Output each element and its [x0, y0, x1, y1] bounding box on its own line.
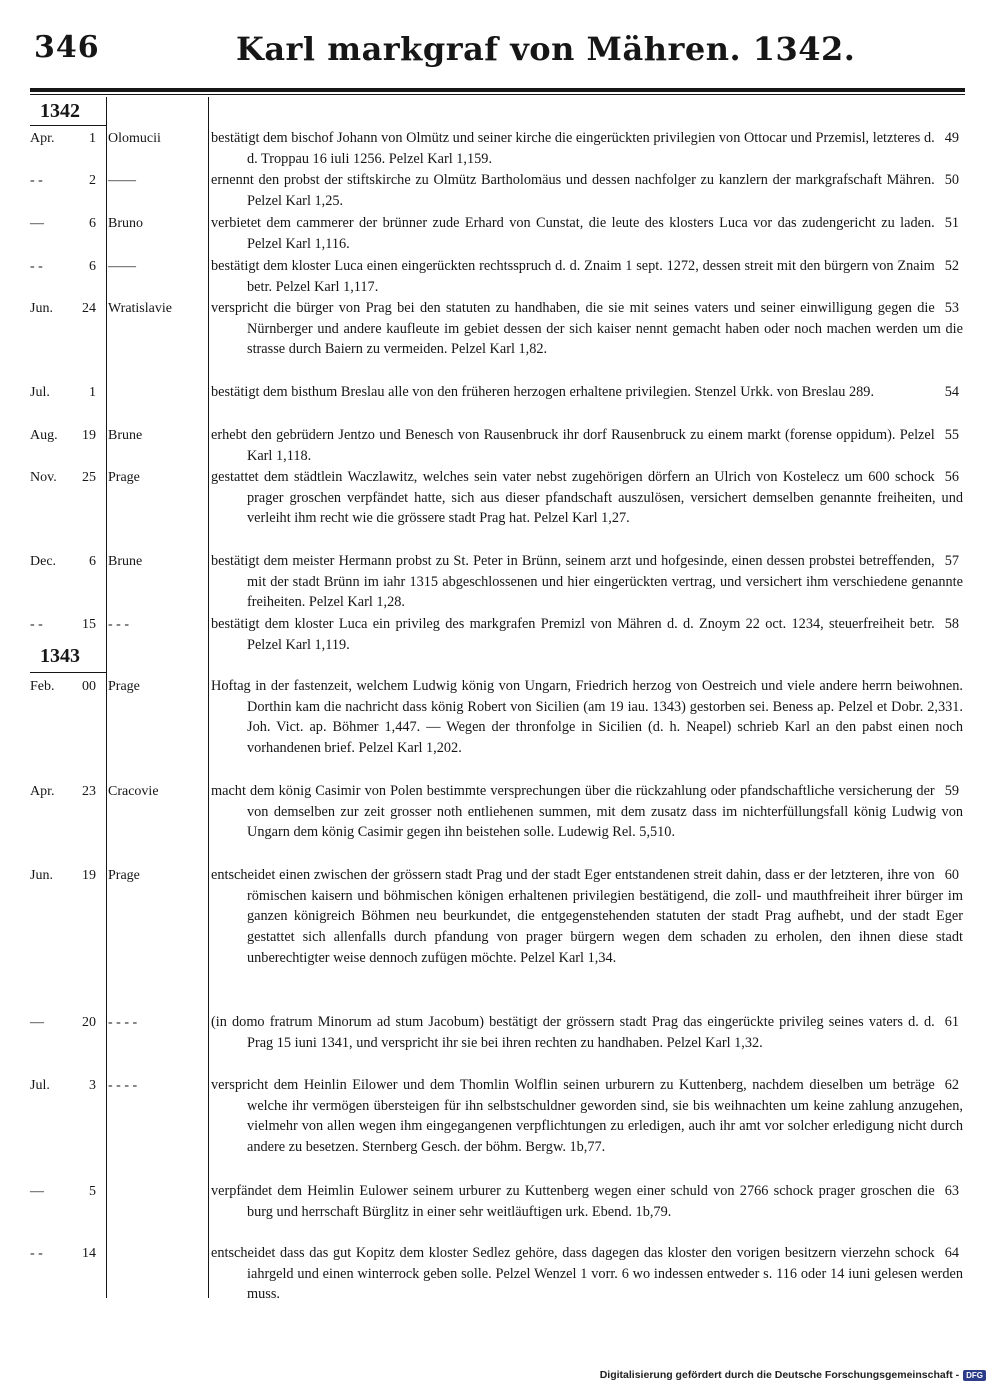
entry-date: Jul. 1 — [30, 385, 96, 400]
entry-place: Bruno — [108, 216, 143, 231]
entry-text: 58 bestätigt dem kloster Luca ein privileg des markgrafen Premizl von Mähren d. d. Znoym 22 oct. 1234, steuerfreiheit betr. Pelzel Karl 1,119. — [211, 616, 959, 653]
entry-text: 54 bestätigt dem bisthum Breslau alle von den früheren herzogen erhaltene privilegien. Stenzel Urkk. von Breslau 289. — [211, 382, 963, 403]
regest-number: 52 — [944, 258, 959, 274]
entry-text: 53 verspricht die bürger von Prag bei den statuten zu handhaben, die sie mit seines vaters und seiner einwilligung gegen die Nürnberger und andere kaufleute im gebiet dessen der sich kaiser nennt gemacht haben oder noch machen werden um die strasse durch Baiern zu vermeiden. Pelzel Karl 1,82. — [211, 300, 963, 358]
entry-place: - - - — [108, 617, 129, 632]
entry-date: Aug. 19 — [30, 428, 96, 443]
regest-number: 63 — [944, 1183, 959, 1199]
entry-date: - - 6 — [30, 259, 96, 274]
entry-text: 50 ernennt den probst der stiftskirche zu Olmütz Bartholomäus und dessen nachfolger zu kanzlern der markgrafschaft Mähren. Pelzel Karl 1,25. — [211, 172, 959, 209]
entry-text: 56 gestattet dem städtlein Waczlawitz, welches sein vater nebst zugehörigen dörfern an Ulrich von Kostelecz um 600 schock prager groschen verpfändet hatte, sich aus dieser pfandschaft auszulösen, versichert demselben genannte freiheiten, und verleiht ihm recht wie die grössere stadt Prag hat. Pelzel Karl 1,27. — [211, 469, 963, 527]
entry-text: 61 (in domo fratrum Minorum ad stum Jacobum) bestätigt der grössern stadt Prag das eingerückte privileg seines vaters d. d. Prag 15 iuni 1341, und verspricht ihr sie bei ihren rechten zu handhaben. Pelzel Karl 1,32. — [211, 1014, 959, 1051]
entry-date: — 6 — [30, 216, 96, 231]
entry-place: Wratislavie — [108, 301, 172, 316]
entry-place: Prage — [108, 679, 140, 694]
entry-text: 62 verspricht dem Heinlin Eilower und dem Thomlin Wolflin seinen urburern zu Kuttenberg, nachdem dieselben um beträge welche ihr vermögen übersteigen für ihn selbstschuldner geworden sind, sie bis weihnachten um keine zahlung anzugehen, vielmehr von allen wegen ihm eingegangenen verpflichtungen zu erledigen, auch ihr amt vor solcher erledigung nicht durch andere zu besetzen. Sternberg Gesch. der böhm. Bergw. 1b,77. — [211, 1077, 963, 1156]
entry-text: 63 verpfändet dem Heimlin Eulower seinem urburer zu Kuttenberg wegen einer schuld von 2766 schock prager groschen die burg und herrschaft Bürglitz in einer sehr weitläuftigen urk. Ebend. 1b,79. — [211, 1183, 959, 1220]
entry-text: 52 bestätigt dem kloster Luca einen eingerückten rechtsspruch d. d. Znaim 1 sept. 1272, dessen streit mit den bürgern von Znaim betr. Pelzel Karl 1,117. — [211, 258, 959, 295]
year-rule — [30, 125, 106, 126]
entry-text: 60 entscheidet einen zwischen der grössern stadt Prag und der stadt Eger entstandenen streit dahin, dass er der letzteren, ihre von römischen kaisern und böhmischen königen erhaltenen privilegien bestätigend, die zoll- und mauthfreiheit ihrer bürger im ganzen königreich Böhmen neu beurkundet, die entgegenstehenden statuten der stadt Prag aufhebt, und der stadt Eger gestattet sich allenfalls durch pfandung von prager bürgern wegen dem schaden zu erholen, den ihnen diese stadt unberechtigter weise dennoch zufügen möchte. Pelzel Karl 1,34. — [211, 867, 963, 966]
running-title: Karl markgraf von Mähren. 1342. — [236, 30, 856, 68]
entry-place: Brune — [108, 428, 143, 443]
entry-date: Jun. 24 — [30, 301, 96, 316]
year-heading-1342: 1342 — [40, 100, 80, 122]
entry-text: Hoftag in der fastenzeit, welchem Ludwig könig von Ungarn, Friedrich herzog von Oestreich und viele andere herrn beiwohnen. Dorthin kam die nachricht dass könig Robert von Sicilien (am 19 iau. 1343) gestorben sei. Beness ap. Pelzel et Dobr. 2,331. Joh. Vict. ap. Böhmer 1,447. — Wegen der thronfolge in Sicilien (d. h. Neapel) schrieb Karl an den pabst einen noch vorhandenen brief. Pelzel Karl 1,202. — [211, 678, 963, 757]
regest-number: 56 — [944, 469, 959, 485]
entry-date: - - 14 — [30, 1246, 96, 1261]
entry-date: Dec. 6 — [30, 554, 96, 569]
header-rule-thick — [30, 88, 965, 92]
entry-date: Nov. 25 — [30, 470, 96, 485]
place-column-divider — [208, 97, 209, 1298]
regest-number: 51 — [944, 215, 959, 231]
entry-place: —— — [108, 259, 136, 274]
entry-date: Jul. 3 — [30, 1078, 96, 1093]
entry-date: — 20 — [30, 1015, 96, 1030]
regest-number: 57 — [944, 553, 959, 569]
regest-number: 50 — [944, 172, 959, 188]
entry-date: Apr. 23 — [30, 784, 96, 799]
regest-number: 61 — [944, 1014, 959, 1030]
entry-place: - - - - — [108, 1078, 138, 1093]
entry-place: Brune — [108, 554, 143, 569]
regest-number: 62 — [944, 1077, 959, 1093]
page-number: 346 — [34, 30, 100, 65]
entry-text: 49 bestätigt dem bischof Johann von Olmütz und seiner kirche die eingerückten privilegien von Ottocar und Przemisl, letzteres d. d. Troppau 16 iuli 1256. Pelzel Karl 1,159. — [211, 130, 959, 167]
entry-date: Feb. 00 — [30, 679, 96, 694]
regest-number: 54 — [944, 384, 959, 400]
footer-text: Digitalisierung gefördert durch die Deutsche Forschungsgemeinschaft - — [599, 1369, 960, 1381]
header-rule-thin — [30, 94, 965, 95]
regest-number: 59 — [944, 783, 959, 799]
entry-place: - - - - — [108, 1015, 138, 1030]
year-rule — [30, 672, 106, 673]
entry-date: Jun. 19 — [30, 868, 96, 883]
entry-place: Olomucii — [108, 131, 161, 146]
year-heading-1343: 1343 — [40, 645, 80, 667]
regest-number: 53 — [944, 300, 959, 316]
entry-date: — 5 — [30, 1184, 96, 1199]
entry-text: 64 entscheidet dass das gut Kopitz dem kloster Sedlez gehöre, dass dagegen das kloster den vorigen besitzern vierzehn schock iahrgeld und einen winterrock geben solle. Pelzel Wenzel 1 vorr. 6 wo indessen entweder s. 116 oder 14 iuni gelesen werden muss. — [211, 1245, 963, 1303]
entry-text: 59 macht dem könig Casimir von Polen bestimmte versprechungen über die rückzahlung oder pfandschaftliche versicherung der von demselben zur zeit grosser noth entliehenen summen, mit dem zusatz dass im nichterfüllungsfall könig Ludwig von Ungarn dem könig Casimir gegen ihn beistehen solle. Ludewig Rel. 5,510. — [211, 783, 963, 841]
entry-date: Apr. 1 — [30, 131, 96, 146]
regest-number: 55 — [944, 427, 959, 443]
entry-text: 57 bestätigt dem meister Hermann probst zu St. Peter in Brünn, seinem arzt und hofgesinde, einen dessen probstei betreffenden, mit der stadt Brünn im iahr 1315 abgeschlossenen und hier eingerückten vertrag, und versichert ihm verschiedene genannte freiheiten. Pelzel Karl 1,28. — [211, 553, 963, 611]
entry-place: —— — [108, 173, 136, 188]
footer-credit — [600, 1369, 986, 1381]
entry-place: Prage — [108, 470, 140, 485]
entry-place: Cracovie — [108, 784, 159, 799]
regest-number: 49 — [944, 130, 959, 146]
entry-text: 51 verbietet dem cammerer der brünner zude Erhard von Cunstat, die leute des klosters Luca vor das zudengericht zu laden. Pelzel Karl 1,116. — [211, 215, 959, 252]
entry-date: - - 15 — [30, 617, 96, 632]
entry-date: - - 2 — [30, 173, 96, 188]
entry-text: 55 erhebt den gebrüdern Jentzo und Benesch von Rausenbruck ihr dorf Rausenbruck zu einem markt (forense oppidum). Pelzel Karl 1,118. — [211, 427, 959, 464]
regest-number: 58 — [944, 616, 959, 632]
regest-number: 60 — [944, 867, 959, 883]
date-column-divider — [106, 97, 107, 1298]
regest-number: 64 — [944, 1245, 959, 1261]
dfg-logo-icon: DFG — [963, 1370, 986, 1381]
entry-place: Prage — [108, 868, 140, 883]
